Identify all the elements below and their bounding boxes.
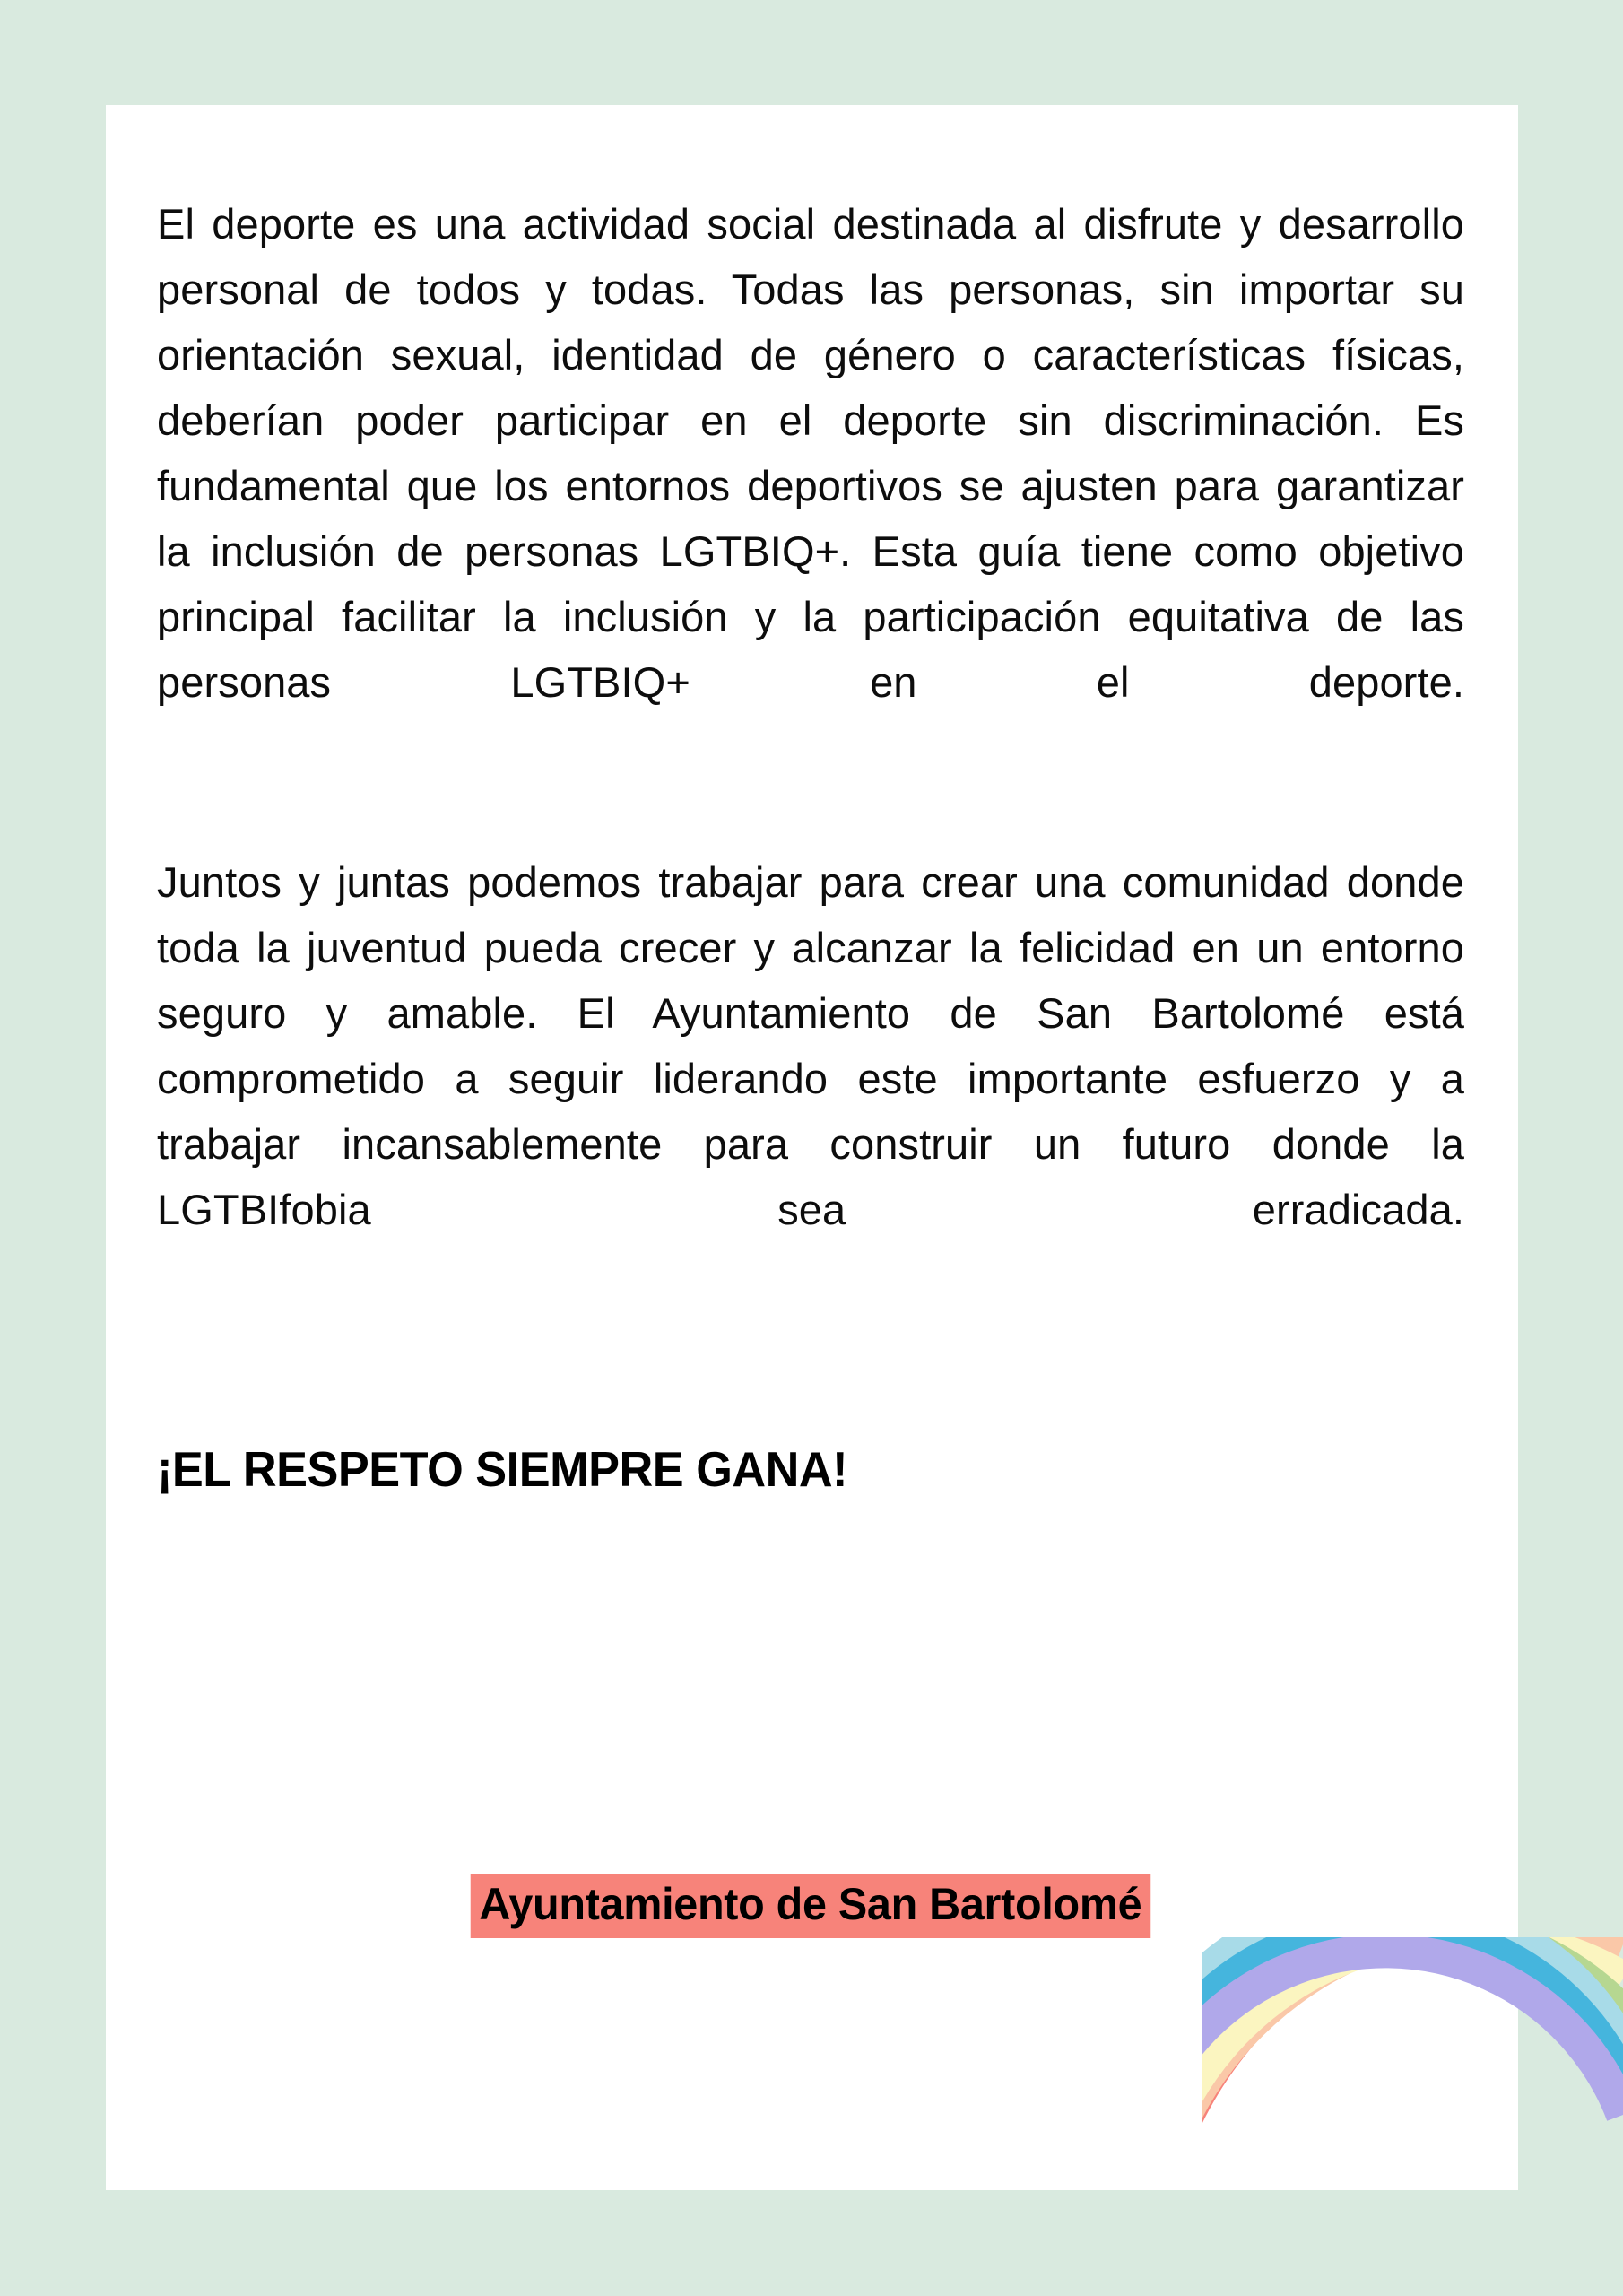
content-card (106, 105, 1518, 2190)
signature-row (157, 1874, 1464, 1938)
paragraph-intro: El deporte es una actividad social destinada al disfrute y desarrollo personal de todos y todas. Todas las personas, sin importar su orientación sexual, identidad de género o características físicas, deberían poder participar en el deporte sin discriminación. Es fundamental que los entornos deportivos se ajusten para garantizar la inclusión de personas LGTBIQ+. Esta guía tiene como objetivo principal facilitar la inclusión y la participación equitativa de las personas LGTBIQ+ en el deporte. (157, 200, 1464, 706)
signature-highlight: Ayuntamiento de San Bartolomé (471, 1874, 1150, 1938)
slogan-heading: ¡EL RESPETO SIEMPRE GANA! (157, 1441, 848, 1497)
paragraph-closing: Juntos y juntas podemos trabajar para crear una comunidad donde toda la juventud pueda crecer y alcanzar la felicidad en un entorno seguro y amable. El Ayuntamiento de San Bartolomé está comprometido a seguir liderando este importante esfuerzo y a trabajar incansablemente para construir un futuro donde la LGTBIfobia sea erradicada. (157, 858, 1464, 1233)
document-body (157, 191, 1464, 1308)
